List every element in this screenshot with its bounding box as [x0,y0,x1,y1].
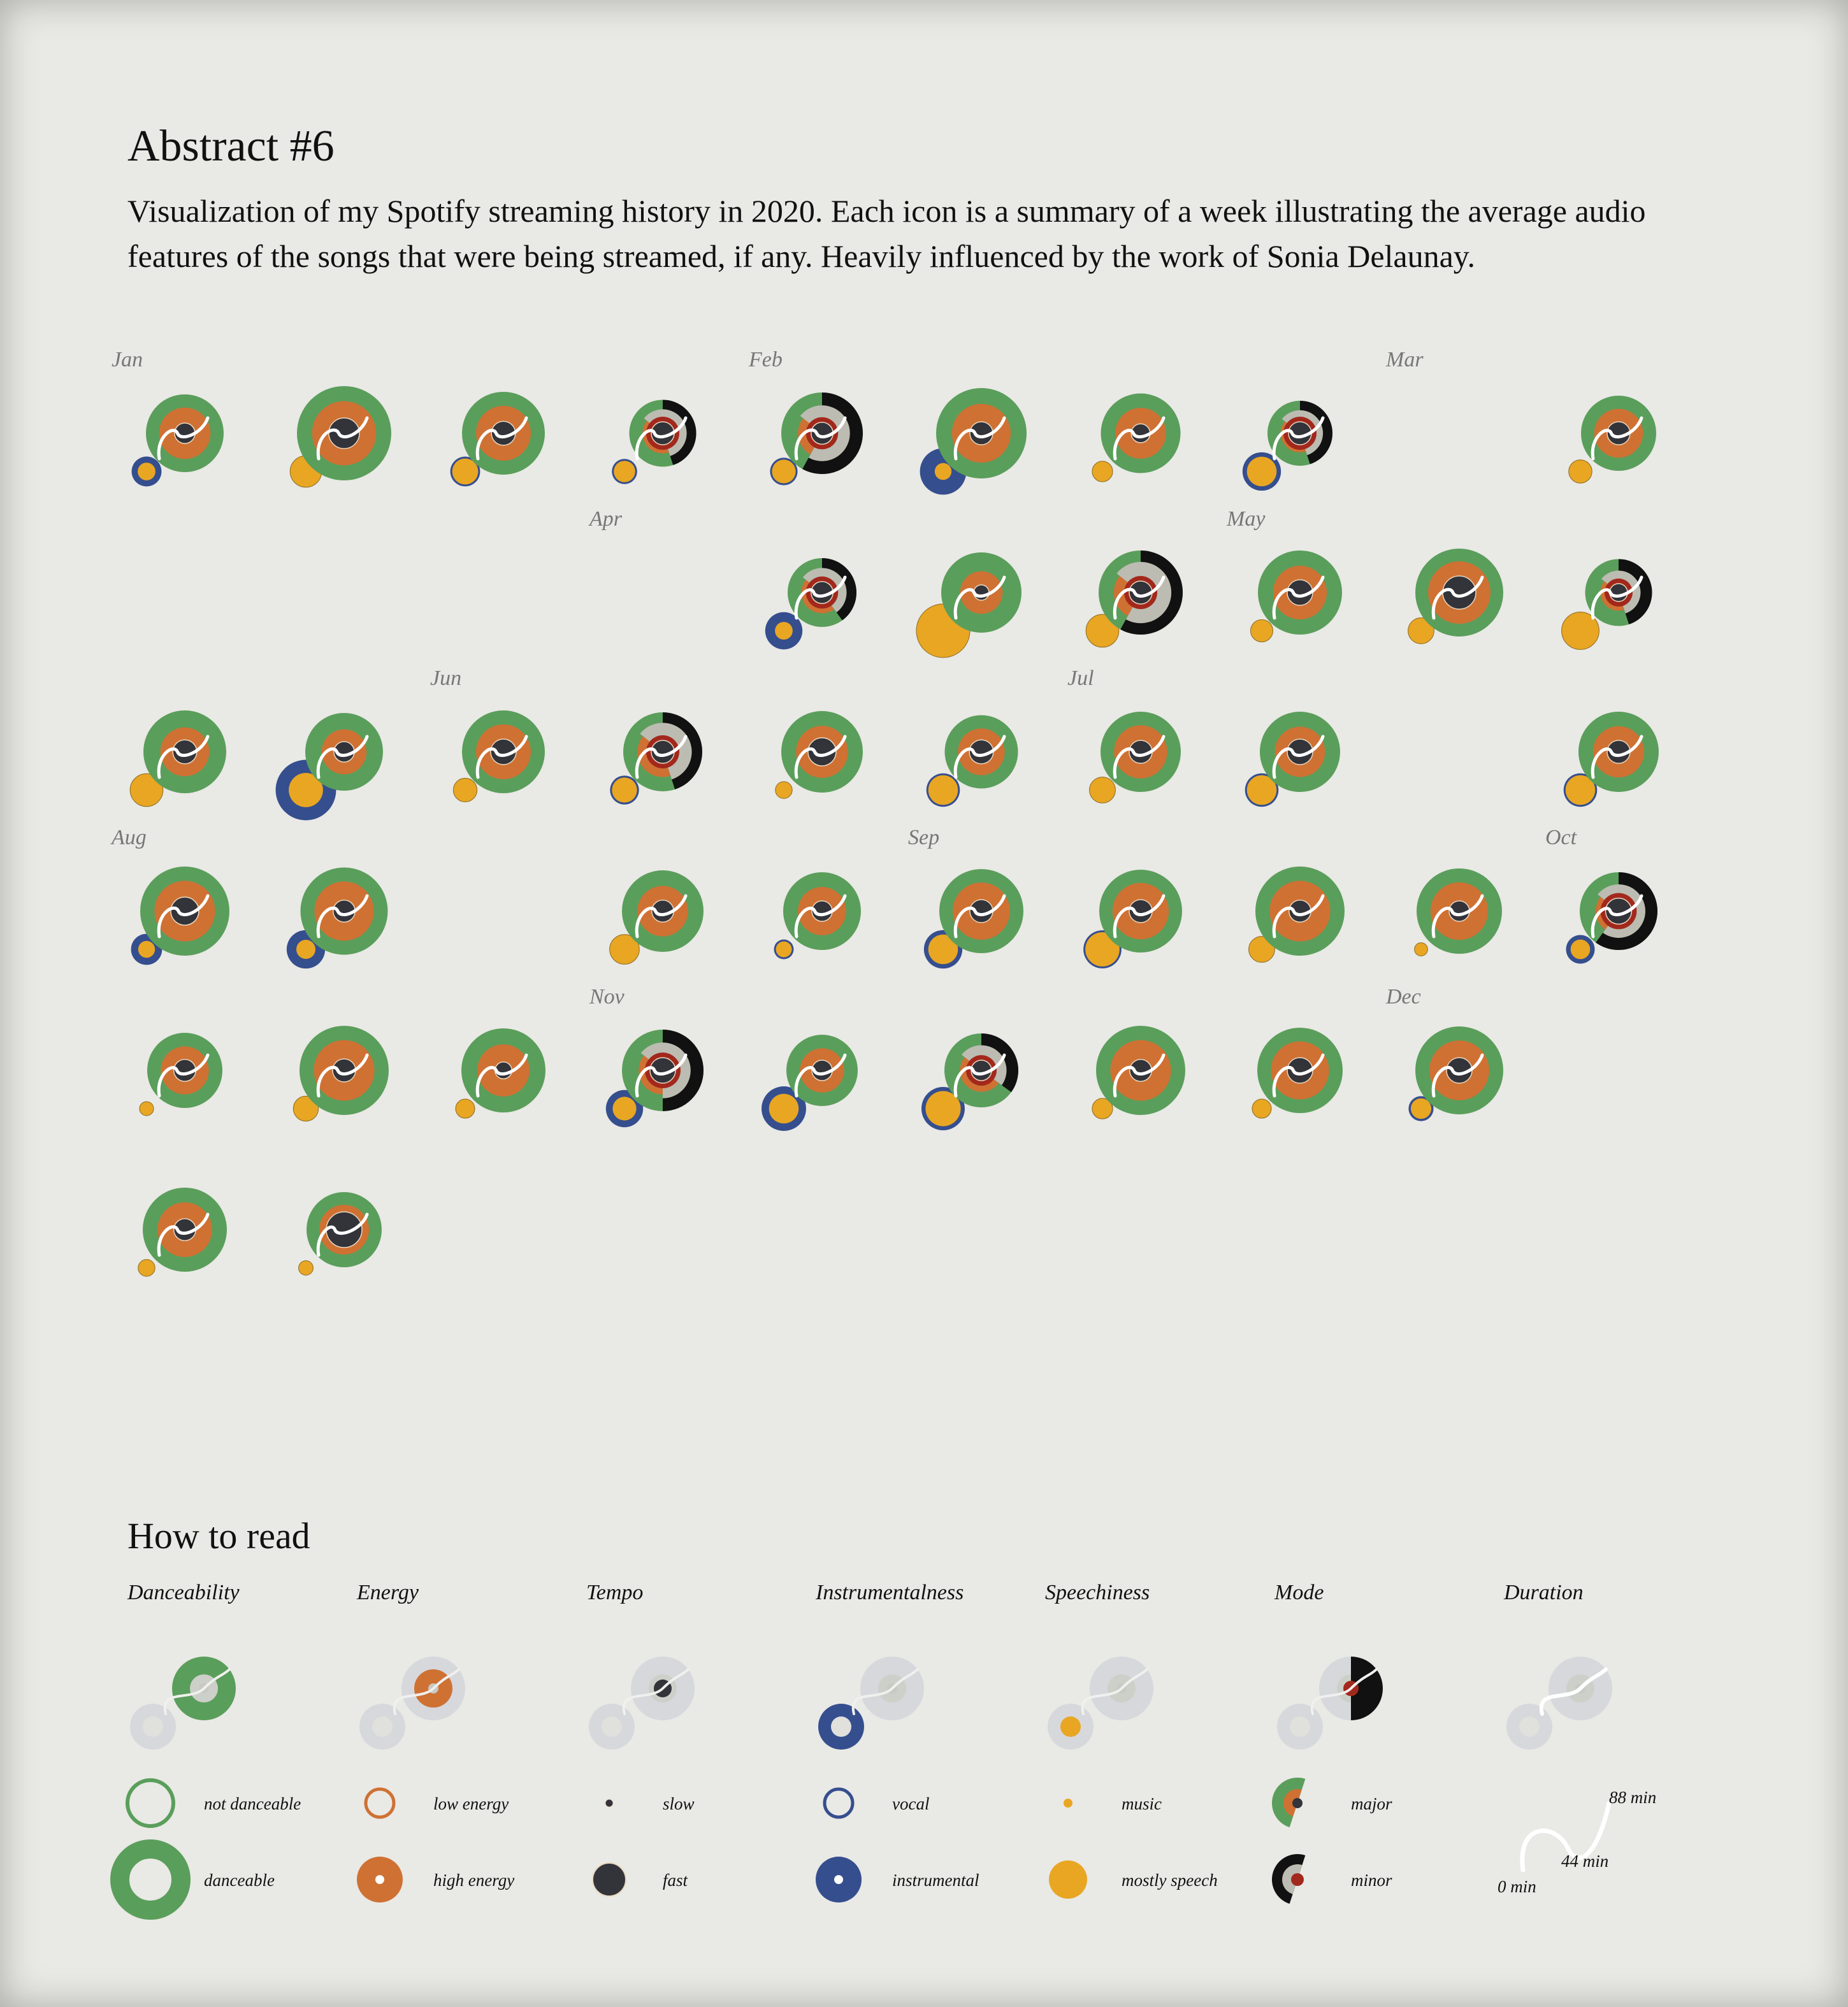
week-glyph [1226,507,1342,642]
week-glyph [130,710,226,807]
legend-column [1045,1581,1218,1899]
speechiness-dot [138,463,155,480]
legend-high-label: instrumental [892,1871,979,1890]
legend-low-label: major [1351,1794,1392,1813]
week-glyph [287,868,388,969]
week-glyph [1415,868,1502,956]
legend-high-mark [593,1863,626,1896]
sample-speechiness [143,1716,163,1737]
legend-sample-glyph [130,1657,236,1750]
how-to-read-legend [120,1515,1656,1910]
week-glyph [589,985,704,1127]
week-glyph [610,870,704,964]
week-glyph [140,1033,222,1116]
legend-column [1272,1581,1392,1904]
legend-title: Tempo [586,1581,644,1604]
speechiness-dot [1250,619,1273,642]
week-glyph [1562,559,1652,650]
speechiness-dot [614,461,635,482]
speechiness-dot [138,941,155,958]
legend-sample-glyph [1506,1657,1612,1750]
week-glyph [1252,1028,1343,1118]
week-glyph [612,400,696,484]
week-glyph [451,392,545,486]
legend-high-core [1291,1873,1304,1886]
legend-low-mark [1064,1799,1072,1808]
week-glyph [1245,712,1340,807]
speechiness-dot [775,622,793,640]
speechiness-dot [1247,457,1277,487]
legend-high-label: mostly speech [1122,1871,1218,1890]
week-glyph [1385,985,1503,1121]
legend-column [356,1581,514,1903]
speechiness-dot [928,775,958,805]
legend-low-label: 0 min [1498,1877,1536,1896]
week-glyph [916,552,1021,658]
week-glyph [1083,870,1182,968]
speechiness-dot [612,1097,636,1120]
week-glyph [1564,712,1659,807]
week-glyph [1385,348,1424,371]
speechiness-dot [776,942,792,958]
sample-speechiness [372,1716,393,1737]
month-label: Feb [749,348,783,371]
week-glyph [276,713,383,820]
speechiness-dot [453,778,477,802]
legend-low-mark [605,1799,613,1807]
week-glyph [1249,867,1345,962]
legend-column [120,1581,301,1910]
legend-high-label: 88 min [1609,1788,1657,1807]
speechiness-dot [1252,1099,1271,1118]
speechiness-dot [296,940,315,959]
speechiness-dot [1571,940,1591,960]
month-label: Jun [430,666,462,690]
speechiness-dot [776,782,792,798]
legend-sample-glyph [359,1657,465,1750]
speechiness-dot [299,1261,314,1276]
legend-column [1498,1581,1656,1896]
month-label: Sep [908,826,940,849]
speechiness-dot [935,463,951,480]
week-glyph [908,826,1023,968]
legend-heading: How to read [127,1515,310,1557]
month-label: May [1227,507,1266,531]
month-label: Aug [112,826,147,849]
speechiness-dot [138,1260,155,1276]
week-glyph [1092,394,1181,482]
legend-sample-glyph [1048,1657,1153,1750]
sample-speechiness [602,1716,622,1737]
week-glyph [456,1028,545,1118]
speechiness-dot [1569,460,1592,483]
month-label: Jan [112,348,143,371]
speechiness-dot [612,777,637,802]
week-glyph [430,666,545,802]
legend-low-label: slow [663,1794,695,1813]
legend-low-mark [127,1780,173,1826]
legend-high-mark [120,1849,181,1910]
legend-title: Energy [357,1581,419,1604]
week-glyph [1569,396,1656,483]
week-glyph [774,872,861,959]
sample-speechiness [831,1716,851,1737]
legend-low-label: vocal [892,1794,930,1813]
legend-high-label: danceable [204,1871,275,1890]
legend-high-core [375,1875,384,1884]
sample-speechiness [1060,1716,1081,1737]
speechiness-dot [1092,461,1113,482]
month-label: Mar [1386,348,1424,371]
week-glyph [110,826,229,965]
week-glyph [299,1192,382,1275]
week-glyph [765,558,856,649]
legend-high-label: fast [663,1871,688,1890]
week-glyph [290,386,391,487]
week-glyph [610,712,702,805]
week-glyph [1092,1026,1185,1119]
tempo-dot [326,1212,362,1248]
week-glyph [112,348,224,486]
legend-low-label: music [1122,1794,1162,1813]
legend-low-label: low energy [433,1794,509,1813]
legend-high-core [834,1875,843,1884]
week-glyph [1067,666,1181,803]
month-label: Dec [1386,985,1421,1009]
legend-title: Mode [1274,1581,1324,1604]
week-glyph [748,348,863,486]
legend-title: Danceability [127,1581,240,1604]
week-glyph [138,1188,227,1276]
week-glyph [1408,549,1503,644]
legend-low-core [1292,1798,1303,1808]
legend-low-label: not danceable [204,1794,301,1813]
legend-title: Speechiness [1045,1581,1150,1604]
month-label: Oct [1545,826,1577,849]
week-glyph [920,388,1027,494]
legend-mid-label: 44 min [1561,1852,1609,1871]
page-subtitle: Visualization of my Spotify streaming history in 2020. Each icon is a summary of a week illustrating the average audio features of the songs that were being streamed, if any. Heavily influenced by the work of Sonia Delaunay. [127,193,1646,274]
speechiness-dot [769,1094,799,1124]
legend-title: Duration [1504,1581,1584,1604]
month-label: Nov [589,985,624,1009]
legend-title: Instrumentalness [816,1581,964,1604]
legend-sample-glyph [1277,1657,1383,1750]
legend-column [586,1581,695,1896]
month-label: Apr [589,507,622,531]
speechiness-dot [456,1099,475,1118]
legend-low-mark [366,1789,394,1817]
page-title: Abstract #6 [127,122,335,171]
legend-high-mark [1049,1860,1087,1899]
legend-sample-glyph [818,1657,924,1750]
week-glyph [1243,401,1332,491]
legend-column [815,1581,979,1903]
speechiness-dot [1415,943,1428,956]
speechiness-dot [1090,777,1116,803]
week-glyph [762,1035,858,1131]
speechiness-dot [772,459,795,483]
sample-speechiness [1519,1716,1540,1737]
week-glyph [293,1026,389,1121]
legend-low-mark [825,1789,853,1817]
week-glyph [921,1033,1018,1130]
week-glyph [1086,550,1183,647]
speechiness-dot [140,1102,154,1116]
weeks-grid [110,348,1659,1276]
legend-sample-glyph [589,1657,695,1750]
month-label: Jul [1067,666,1094,690]
tempo-dot [974,585,989,600]
week-glyph [588,507,623,531]
sample-speechiness [1290,1716,1310,1737]
legend-high-label: minor [1351,1871,1392,1890]
week-glyph [927,716,1018,807]
week-glyph [776,711,863,798]
legend-high-label: high energy [433,1871,515,1890]
week-glyph [1545,826,1657,963]
